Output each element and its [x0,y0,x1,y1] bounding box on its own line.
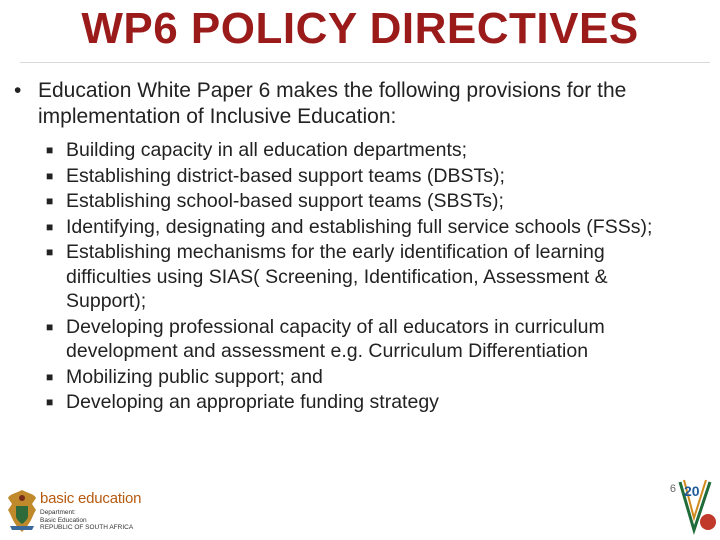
list-item-text: Establishing school-based support teams (SBSTs); [66,190,504,212]
list-item-text: Developing professional capacity of all educators in curriculum development and assessment e.g. Curriculum Differentiation [66,315,605,362]
department-logo [40,490,141,532]
square-bullet-icon: ■ [46,194,54,208]
slide-title: WP6 POLICY DIRECTIVES [81,4,639,53]
list-item [46,315,686,364]
brand-sub-line: Department: [40,509,76,516]
list-item [46,240,686,314]
brand-name: basic education [40,490,142,507]
intro-text: Education White Paper 6 makes the following provisions for the implementation of Inclusive Education: [38,79,627,128]
title-divider [20,62,710,63]
square-bullet-icon: ■ [46,245,54,259]
square-bullet-icon: ■ [46,395,54,409]
list-item [46,164,686,189]
list-item [46,189,686,214]
square-bullet-icon: ■ [46,143,54,157]
brand-subtitle [40,509,141,532]
square-bullet-icon: ■ [46,219,54,234]
square-bullet-icon: ■ [46,369,54,384]
coat-of-arms-icon [4,488,40,534]
brand-sub-line: REPUBLIC OF SOUTH AFRICA [40,524,134,531]
brand-sub-line: Basic Education [40,516,87,524]
round-bullet-icon: • [14,79,22,102]
list-item [46,390,686,415]
intro-bullet [14,78,704,130]
anniversary-badge-icon [674,478,716,536]
provisions-list [46,138,686,416]
list-item-text: Establishing district-based support teams (DBSTs); [66,164,505,187]
page-number: 6 [669,483,676,495]
square-bullet-icon: ■ [46,168,54,183]
list-item [46,365,686,390]
list-item-text: Mobilizing public support; and [66,365,323,388]
slide-footer [0,478,720,540]
square-bullet-icon: ■ [46,319,54,334]
list-item-text: Identifying, designating and establishing full service schools (FSSs); [66,215,653,238]
list-item-text: Building capacity in all education departments; [66,139,468,161]
list-item [46,138,686,163]
list-item-text: Establishing mechanisms for the early identification of learning difficulties using SIAS( Screening, Identification, Assessment & Support); [66,241,608,312]
anniversary-number: 20 [684,483,700,499]
list-item [46,215,686,240]
list-item-text: Developing an appropriate funding strategy [66,391,439,413]
